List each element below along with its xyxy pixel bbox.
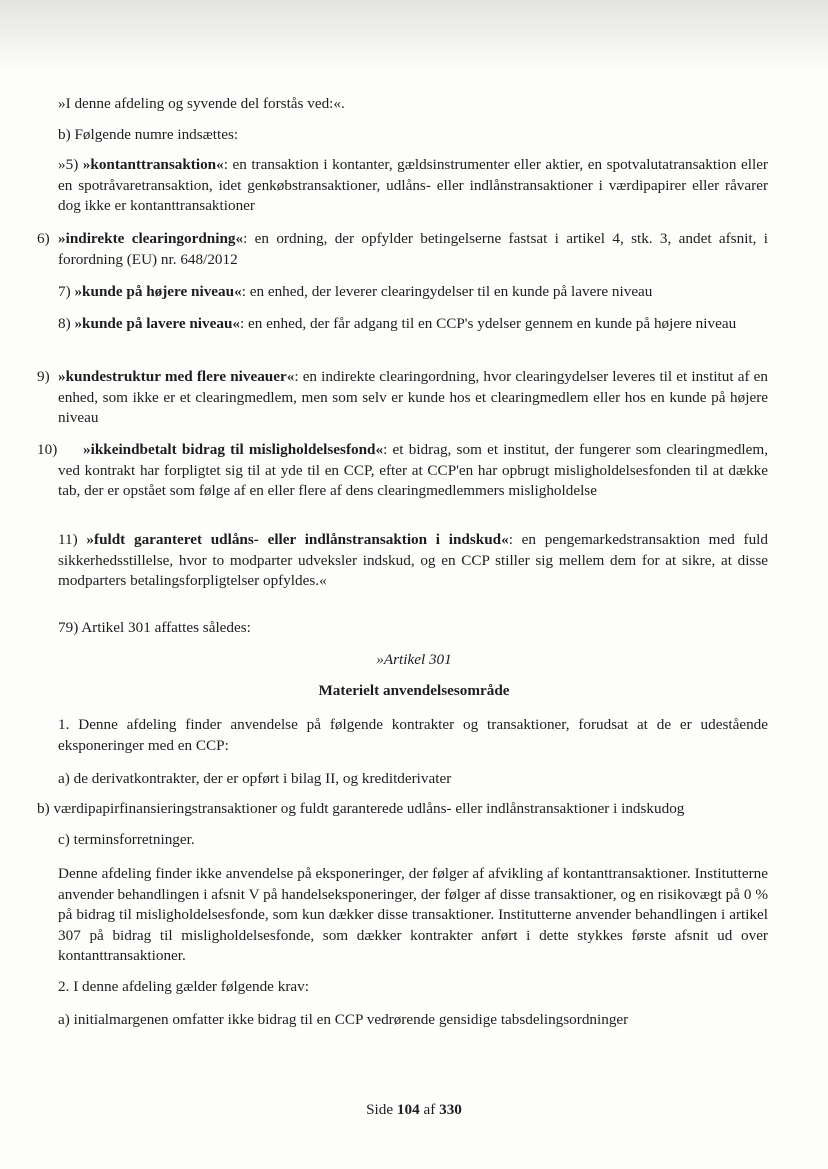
definition-term: »ikkeindbetalt bidrag til misligholdelsesfond« bbox=[83, 441, 384, 458]
definition-term: »kontanttransaktion« bbox=[82, 156, 224, 173]
page-footer bbox=[0, 1101, 828, 1119]
definition-10 bbox=[58, 440, 768, 502]
item-2a: a) initialmargenen omfatter ikke bidrag til en CCP vedrørende gensidige tabsdelingsordninger bbox=[58, 1011, 629, 1028]
paragraph-1: 1. Denne afdeling finder anvendelse på følgende kontrakter og transaktioner, forudsat at de er udestående eksponeringer med en CCP: bbox=[58, 716, 768, 754]
definition-text: : et bidrag, som et institut, der fungerer som clearingmedlem, ved kontrakt har forpligtet sig til at yde til en CCP, efter at CCP'en har opbrugt misligholdelsesfonden til at dække tab, der er opstået som følge af en eller flere af dens clearingmedlemmers misligholdelse bbox=[58, 441, 768, 499]
footer-mid: af bbox=[423, 1101, 436, 1118]
scan-shadow bbox=[0, 0, 828, 72]
definition-number: 7) bbox=[58, 283, 71, 300]
footer-total: 330 bbox=[439, 1101, 462, 1118]
definition-5 bbox=[58, 155, 768, 217]
footer-prefix: Side bbox=[366, 1101, 394, 1118]
definition-8 bbox=[58, 314, 768, 335]
item-a: a) de derivatkontrakter, der er opført i bilag II, og kreditderivater bbox=[58, 770, 452, 787]
definition-number: 10) bbox=[37, 441, 58, 458]
definition-term: »kundestruktur med flere niveauer« bbox=[58, 368, 295, 385]
paragraph-2: 2. I denne afdeling gælder følgende krav: bbox=[58, 978, 309, 995]
definition-number: 6) bbox=[37, 230, 50, 247]
definition-number: »5) bbox=[58, 156, 79, 173]
definition-7 bbox=[58, 282, 768, 303]
definition-text: : en pengemarkedstransaktion med fuld sikkerhedsstillelse, hvor to modparter udveksler indskud, og en CCP stiller sig mellem dem for at sikre, at disse modparters betalingsforpligtelser opfyldes.« bbox=[58, 531, 768, 589]
definition-term: »kunde på lavere niveau« bbox=[74, 315, 240, 332]
definition-text: : en transaktion i kontanter, gældsinstrumenter eller aktier, en spotvalutatransaktion eller en spotråvaretransaktion, idet genkøbstransaktioner, udlåns- eller indlånstransaktioner i værdipapirer eller råvarer dog ikke er kontanttransaktioner bbox=[58, 156, 768, 214]
definition-text: : en enhed, der leverer clearingydelser til en kunde på lavere niveau bbox=[241, 283, 653, 300]
item-c: c) terminsforretninger. bbox=[58, 831, 195, 848]
definition-term: »indirekte clearingordning« bbox=[58, 230, 244, 247]
b-line: b) Følgende numre indsættes: bbox=[58, 126, 239, 143]
item-b: b) værdipapirfinansieringstransaktioner og fuldt garanterede udlåns- eller indlånstransaktioner i indskudog bbox=[37, 800, 685, 817]
intro-line: »I denne afdeling og syvende del forstås ved:«. bbox=[58, 95, 345, 112]
paragraph-denne: Denne afdeling finder ikke anvendelse på eksponeringer, der følger af afvikling af kontanttransaktioner. Institutterne anvender behandlingen i afsnit V på handelseksponeringer, der følger af disse transaktioner, og en risikovægt på 0 % på bidrag til misligholdelsesfonde, som kun dækker disse transaktioner. Institutterne anvender behandlingen i artikel 307 på bidrag til misligholdelsesfonde, som dækker kontrakter anført i dette stykkes første afsnit ud over kontanttransaktioner. bbox=[58, 865, 768, 964]
definition-term: »fuldt garanteret udlåns- eller indlånstransaktion i indskud« bbox=[86, 531, 509, 548]
footer-page: 104 bbox=[396, 1101, 420, 1118]
definition-6 bbox=[58, 229, 768, 270]
article-heading: Materielt anvendelsesområde bbox=[318, 682, 510, 699]
definition-11 bbox=[58, 530, 768, 592]
definition-number: 11) bbox=[58, 531, 78, 548]
definition-text: : en enhed, der får adgang til en CCP's ydelser gennem en kunde på højere niveau bbox=[240, 315, 737, 332]
definition-number: 9) bbox=[37, 368, 50, 385]
definition-text: : en ordning, der opfylder betingelserne fastsat i artikel 4, stk. 3, andet afsnit, i forordning (EU) nr. 648/2012 bbox=[58, 230, 768, 268]
definition-9 bbox=[58, 367, 768, 429]
definition-term: »kunde på højere niveau« bbox=[74, 283, 242, 300]
article-amendment: 79) Artikel 301 affattes således: bbox=[58, 619, 251, 636]
definition-number: 8) bbox=[58, 315, 71, 332]
definition-text: : en indirekte clearingordning, hvor clearingydelser leveres til et institut af en enhed, som ikke er et clearingmedlem, men som selv er kunde hos et clearingmedlem eller hos en kunde på højere niveau bbox=[58, 368, 768, 426]
article-title: »Artikel 301 bbox=[376, 651, 452, 668]
